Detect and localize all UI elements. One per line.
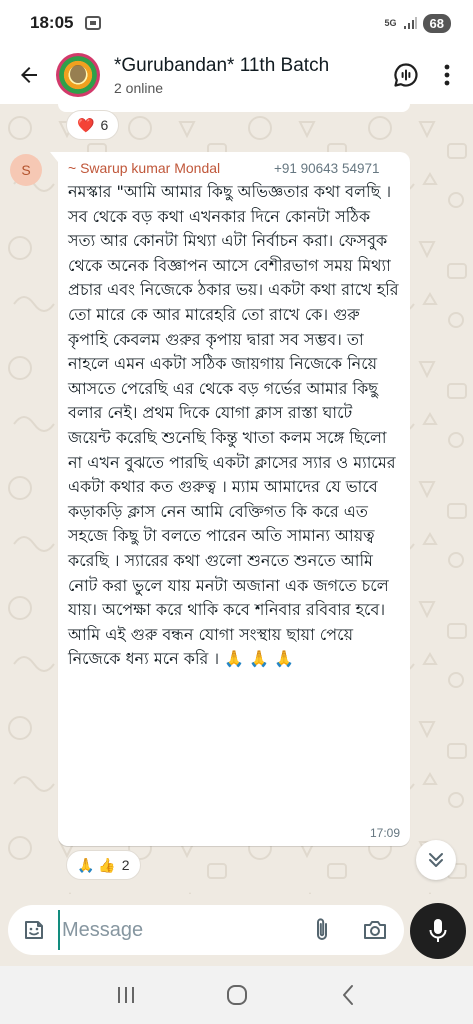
sticker-button[interactable] [10,905,58,955]
scroll-to-bottom-button[interactable] [416,840,456,880]
sender-name[interactable]: ~ Swarup kumar Mondal [68,160,221,176]
battery-level: 68 [423,14,451,33]
sender-phone: +91 90643 54971 [274,161,380,176]
sticker-icon [22,918,46,942]
reaction-count: 6 [100,117,109,133]
voice-chat-button[interactable] [383,52,429,98]
recents-icon [116,986,136,1004]
mic-icon [428,918,448,944]
sender-avatar[interactable]: S [10,154,42,186]
online-count: 2 online [114,79,164,96]
message-header [68,160,400,176]
status-bar [0,0,473,46]
heart-reaction: ❤️ [77,116,95,133]
camera-button[interactable] [352,905,398,955]
screen-record-icon [85,16,101,30]
status-time: 18:05 [30,13,74,32]
network-type-label: 5G [384,17,397,28]
previous-message-reactions[interactable] [66,110,119,140]
composer [0,894,473,966]
home-button[interactable] [212,970,262,1020]
back-button[interactable] [4,46,54,104]
attach-button[interactable] [300,905,344,955]
message-bubble[interactable] [58,152,410,846]
home-icon [226,984,248,1006]
arrow-back-icon [17,63,41,87]
group-info[interactable] [114,55,349,96]
chat-header [0,46,473,104]
status-icons [385,14,451,33]
reaction-count: 2 [121,857,130,873]
header-actions [383,52,465,98]
reaction-emojis: 🙏 👍 [77,856,116,873]
voice-chat-icon [393,62,419,88]
group-name: *Gurubandan* 11th Batch [114,54,330,76]
recents-button[interactable] [101,970,151,1020]
group-avatar[interactable] [56,53,100,97]
message-time: 17:09 [369,826,400,840]
message-reactions[interactable] [66,850,141,880]
camera-icon [362,919,388,941]
double-chevron-down-icon [427,851,445,869]
system-nav-bar [0,966,473,1024]
paperclip-icon [315,917,329,943]
chat-area[interactable] [0,104,473,894]
more-vertical-icon [444,64,450,86]
message-input-box [8,905,404,955]
message-input[interactable] [58,910,288,950]
mic-button[interactable] [410,903,466,959]
message-text: নমস্কার "আমি আমার কিছু অভিজ্ঞতার কথা বলছি । সব থেকে বড় কথা এখনকার দিনে কোনটা সঠিক সত্য আর কোনটা মিথ্যা এটা নির্বাচন করা। ফেসবুক থেকে অনেক বিজ্ঞাপন আসে বেশীরভাগ সময় মিথ্যা প্রচার এবং নিজেকে ঠকার ভয়। একটা কথা রাখে হরি তো মারে কে আর মারেহরি তো রাখে কে। গুরু কৃপাহি কেবলম গুরুর কৃপায় দ্বারা সব সম্ভব। তা নাহলে এমন একটা সঠিক জায়গায় নিজেকে নিয়ে আসতে পেরেছি এর থেকে বড় গর্ভের আমার কিছু বলার নেই। প্রথম দিকে যোগা ক্লাস রাস্তা ঘাটে জয়েন্ট করেছি শুনেছি কিন্তু খাতা কলম সঙ্গে ছিলো না এখন বুঝতে পারছি একটা ক্লাসের স্যার ও ম্যামের একটা কথার কত গুরুত্ব । ম্যাম আমাদের যে ভাবে কড়াকড়ি ক্লাস নেন আমি বেক্তিগত কি করে এত সহজে কিছু টা বলতে পারেন অতি সামান্য আয়ত্ব করেছি । স্যারের কথা গুলো শুনতে শুনতে আমি নোট করা ভুলে যায় মনটা অজানা এক জগতে চলে যায়। অপেক্ষা করে থাকি কবে শনিবার রবিবার হবে। আমি এই গুরু বন্ধন যোগা সংস্থায় ছায়া পেয়ে নিজেকে ধন্য মনে করি । 🙏 🙏 🙏 [68,182,404,669]
nav-back-button[interactable] [323,970,373,1020]
signal-icon [403,16,417,30]
back-icon [341,984,355,1006]
more-options-button[interactable] [429,52,465,98]
